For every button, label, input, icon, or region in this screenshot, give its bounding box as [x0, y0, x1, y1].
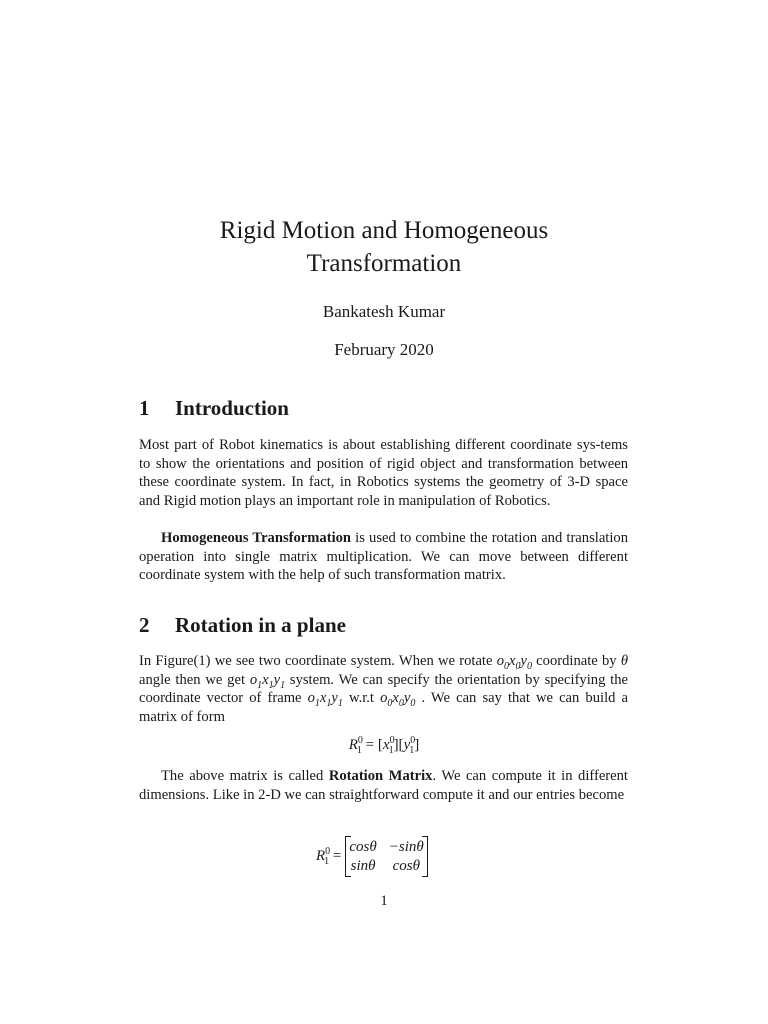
page-number: 1: [380, 893, 388, 909]
theta-symbol: θ: [620, 653, 628, 669]
rotation-text-b: coordinate by: [531, 653, 621, 669]
section-1-title: Introduction: [175, 396, 289, 420]
section-1-heading: [139, 396, 289, 421]
matrix-cell-21: sinθ: [350, 858, 376, 874]
rotation-paragraph-1: [139, 652, 628, 726]
rotation-text-f: . We can say that we can build a matrix of form: [139, 690, 628, 725]
rotation-matrix-text-a: The above matrix is called: [161, 768, 329, 784]
frame-o1x1y1-a: $o_1x_1y_1$: [249, 671, 286, 691]
rotation-text-d: system. We can specify the orientation by specifying the coordinate vector of frame: [139, 671, 629, 707]
title-line-1: Rigid Motion and Homogeneous: [219, 217, 549, 244]
rotation-matrix-text-b: . We can compute it in different dimensions. Like in 2-D we can straightforward compute it and our entries become: [139, 768, 628, 803]
matrix-lhs: $R^0_1$ =: [316, 846, 342, 867]
title-line-2: Transformation: [306, 250, 462, 277]
section-2-title: Rotation in a plane: [175, 613, 346, 637]
author-name: Bankatesh Kumar: [322, 302, 446, 321]
rotation-matrix-form-equation: $R^0_1 = [x^0_1][y^0_1]$: [348, 735, 420, 756]
rotation-text-a: In Figure(1) we see two coordinate system. When we rotate: [139, 653, 497, 669]
intro-paragraph-2: [139, 529, 628, 585]
rotation-text-c: angle then we get: [139, 671, 250, 688]
matrix-cell-22: cosθ: [392, 858, 420, 874]
publication-date: February 2020: [334, 340, 434, 359]
intro-paragraph-2-text: is used to combine the rotation and translation operation into single matrix multiplication. We can move between different coordinate system with the help of such transformation matrix.: [139, 530, 628, 584]
rotation-matrix-2d-equation: [316, 836, 428, 877]
frame-o0x0y0-b: $o_0x_0y_0$: [380, 690, 416, 710]
rotation-text-e: w.r.t: [342, 690, 381, 707]
section-1-number: 1: [139, 396, 150, 420]
homogeneous-transformation-term: Homogeneous Transformation: [161, 530, 352, 546]
frame-o0x0y0-a: $o_0x_0y_0$: [496, 653, 532, 672]
rotation-paragraph-2: [139, 767, 628, 804]
rotation-matrix: [345, 836, 427, 877]
intro-paragraph-1: Most part of Robot kinematics is about establishing different coordinate sys-tems to show the orientations and position of rigid object and transformation between these coordinate system. In fact, in Robotics systems the geometry of 3-D space and Rigid motion plays an important role in manipulation of Robotics.: [139, 437, 628, 509]
section-2-heading: [139, 613, 346, 638]
matrix-cell-12: −sinθ: [388, 839, 424, 855]
rotation-matrix-term: Rotation Matrix: [328, 768, 433, 784]
paper-title: [0, 214, 768, 280]
section-2-number: 2: [139, 613, 150, 637]
frame-o1x1y1-b: $o_1x_1y_1$: [307, 690, 343, 710]
matrix-cell-11: cosθ: [349, 839, 377, 855]
